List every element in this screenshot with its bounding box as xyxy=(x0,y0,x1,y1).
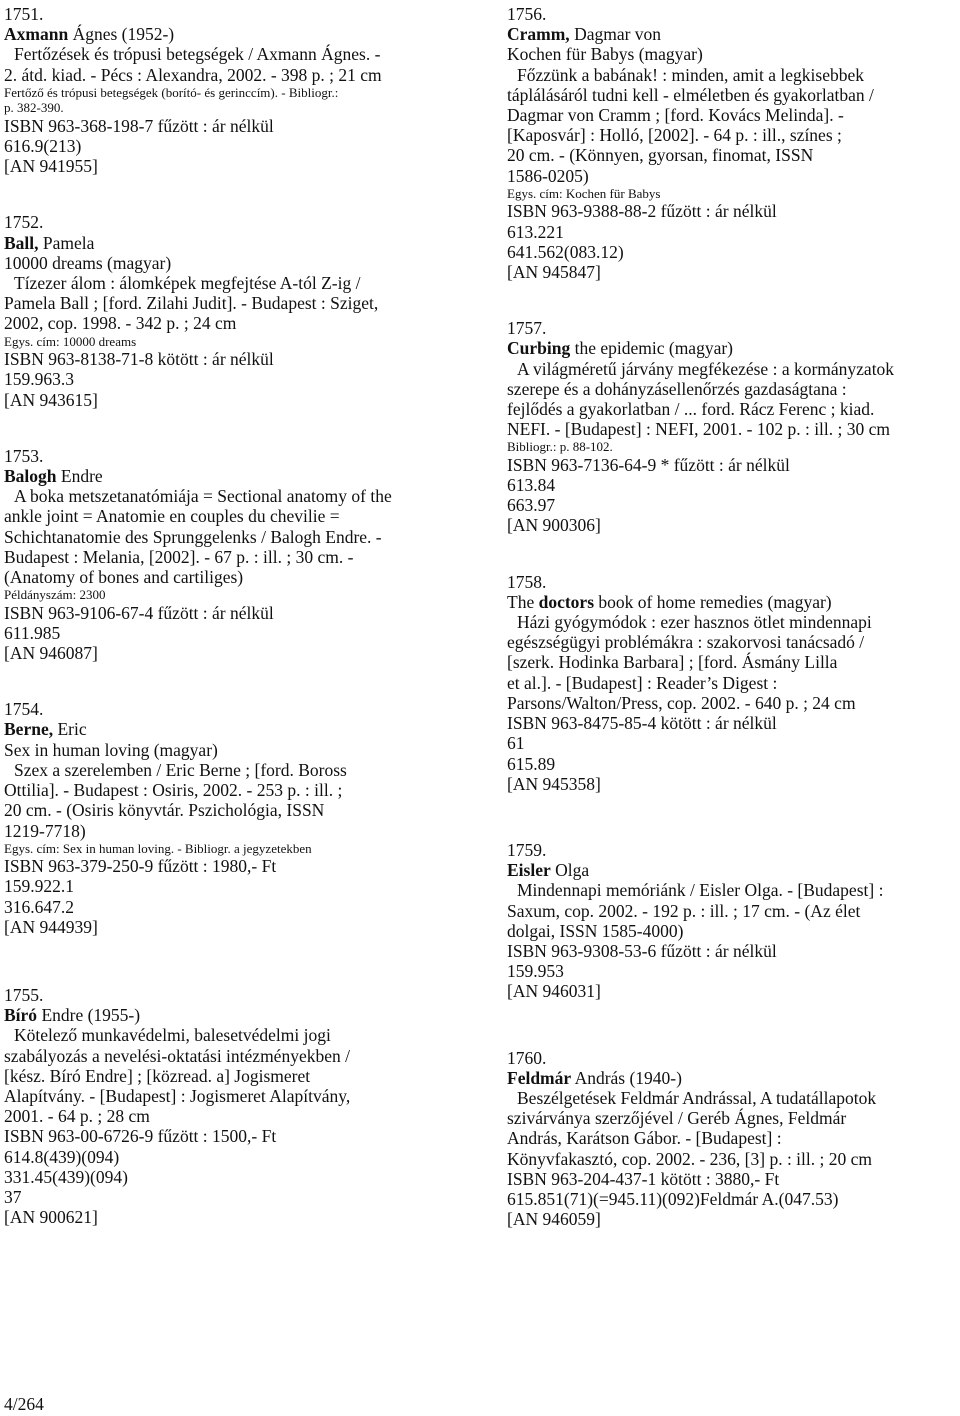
author-surname: Axmann xyxy=(4,24,69,45)
entry-line: táplálásáról tudni kell - elméletben és gyakorlatban / xyxy=(507,84,874,105)
entry-line: 1219-7718) xyxy=(4,820,86,841)
entry-line: Beszélgetések Feldmár Andrással, A tudatállapotok xyxy=(517,1087,877,1108)
entry-line: A világméretű járvány megfékezése : a kormányzatok xyxy=(517,358,895,379)
entry-line: A boka metszetanatómiája = Sectional anatomy of the xyxy=(14,486,392,507)
entry-note: p. 382-390. xyxy=(4,100,64,116)
entry-line: Ottilia]. - Budapest : Osiris, 2002. - 253 p. : ill. ; xyxy=(4,780,343,801)
heading-rest: Olga xyxy=(550,860,590,881)
entry-line: 159.963.3 xyxy=(4,369,74,390)
entry-line: 316.647.2 xyxy=(4,896,74,917)
entry-line: szivárványa szerzőjével / Geréb Ágnes, Feldmár xyxy=(507,1108,847,1129)
entry-line: et al.]. - [Budapest] : Reader’s Digest : xyxy=(507,672,778,693)
entry-number: 1752. xyxy=(4,212,44,233)
entry-heading xyxy=(4,233,459,253)
entry-line: ISBN 963-9308-53-6 fűzött : ár nélkül xyxy=(507,940,777,961)
entry-line: 331.45(439)(094) xyxy=(4,1166,128,1187)
entry-number: 1758. xyxy=(507,571,547,592)
author-surname: Cramm, xyxy=(507,24,570,45)
entry-line: 615.89 xyxy=(507,753,556,774)
catalog-entry xyxy=(4,4,459,176)
author-surname: Curbing xyxy=(507,338,571,359)
catalog-entry xyxy=(507,4,960,282)
author-surname: Balogh xyxy=(4,465,57,486)
entry-line: Tízezer álom : álomképek megfejtése A-tól Z-ig / xyxy=(14,273,361,294)
entry-number: 1757. xyxy=(507,318,547,339)
entry-number: 1756. xyxy=(507,4,547,24)
entry-line: ankle joint = Anatomie en couples du chevilie = xyxy=(4,506,340,527)
entry-line: 663.97 xyxy=(507,495,556,516)
entry-line: [Kaposvár] : Holló, [2002]. - 64 p. : ill., színes ; xyxy=(507,125,842,146)
catalog-entry xyxy=(507,318,960,536)
heading-rest: Endre (1955-) xyxy=(37,1005,141,1026)
entry-line: [AN 946031] xyxy=(507,981,601,1002)
heading-rest: the epidemic (magyar) xyxy=(570,338,733,359)
catalog-entry xyxy=(507,572,960,794)
catalog-entry xyxy=(4,985,459,1227)
entry-line: Főzzünk a babának! : minden, amit a legkisebbek xyxy=(517,64,864,85)
entry-heading xyxy=(4,719,459,739)
entry-note: Egys. cím: 10000 dreams xyxy=(4,333,137,349)
entry-number: 1759. xyxy=(507,839,547,860)
page-number: 4/264 xyxy=(4,1394,44,1414)
entry-number: 1754. xyxy=(4,699,44,720)
entry-number: 1753. xyxy=(4,445,44,466)
entry-line: NEFI. - [Budapest] : NEFI, 2001. - 102 p. : ill. ; 30 cm xyxy=(507,419,891,440)
heading-rest: Eric xyxy=(53,719,87,740)
author-surname: Ball, xyxy=(4,232,39,253)
catalog-entry xyxy=(507,1048,960,1230)
entry-line: ISBN 963-379-250-9 fűzött : 1980,- Ft xyxy=(4,856,277,877)
entry-line: 2001. - 64 p. ; 28 cm xyxy=(4,1106,150,1127)
entry-line: [szerk. Hodinka Barbara] ; [ford. Ásmány Lilla xyxy=(507,652,838,673)
entry-line: [AN 945847] xyxy=(507,261,601,282)
entry-line: 37 xyxy=(4,1187,22,1208)
entry-line: 616.9(213) xyxy=(4,136,82,157)
entry-line: szabályozás a nevelési-oktatási intézményekben / xyxy=(4,1045,350,1066)
entry-line: Saxum, cop. 2002. - 192 p. : ill. ; 17 cm. - (Az élet xyxy=(507,900,861,921)
entry-line: Alapítvány. - [Budapest] : Jogismeret Alapítvány, xyxy=(4,1086,351,1107)
entry-line: [AN 944939] xyxy=(4,916,98,937)
entry-heading xyxy=(507,24,960,44)
entry-note: Fertőző és trópusi betegségek (borító- és gerinccím). - Bibliogr.: xyxy=(4,84,339,100)
entry-line: 2. átd. kiad. - Pécs : Alexandra, 2002. - 398 p. ; 21 cm xyxy=(4,64,382,85)
heading-rest: book of home remedies (magyar) xyxy=(594,591,832,612)
heading-rest: Pamela xyxy=(38,232,95,253)
entry-line: 641.562(083.12) xyxy=(507,241,624,262)
entry-line: fejlődés a gyakorlatban / ... ford. Rácz Ferenc ; kiad. xyxy=(507,398,875,419)
entry-note: Bibliogr.: p. 88-102. xyxy=(507,439,613,455)
entry-line: Dagmar von Cramm ; [ford. Kovács Melinda]. - xyxy=(507,105,844,126)
entry-line: szerepe és a dohányzásellenőrzés gazdaságtana : xyxy=(507,378,847,399)
entry-heading xyxy=(4,1005,459,1025)
entry-line: ISBN 963-00-6726-9 fűzött : 1500,- Ft xyxy=(4,1126,277,1147)
entry-line: Mindennapi memóriánk / Eisler Olga. - [Budapest] : xyxy=(517,880,884,901)
heading-prefix: The xyxy=(507,591,539,612)
entry-line: (Anatomy of bones and cartiliges) xyxy=(4,566,244,587)
entry-line: Sex in human loving (magyar) xyxy=(4,739,218,760)
entry-line: [AN 900621] xyxy=(4,1207,98,1228)
entry-line: Budapest : Melania, [2002]. - 67 p. : ill. ; 30 cm. - xyxy=(4,546,354,567)
entry-line: ISBN 963-9106-67-4 fűzött : ár nélkül xyxy=(4,602,274,623)
entry-line: [AN 900306] xyxy=(507,515,601,536)
entry-line: ISBN 963-7136-64-9 * fűzött : ár nélkül xyxy=(507,454,790,475)
entry-line: ISBN 963-368-198-7 fűzött : ár nélkül xyxy=(4,115,274,136)
author-surname: Eisler xyxy=(507,860,551,881)
catalog-entry xyxy=(4,212,459,409)
right-column xyxy=(507,4,960,1229)
author-surname: Berne, xyxy=(4,719,54,740)
heading-rest: András (1940-) xyxy=(571,1067,682,1088)
entry-line: 159.953 xyxy=(507,961,564,982)
entry-line: 614.8(439)(094) xyxy=(4,1146,120,1167)
entry-line: 615.851(71)(=945.11)(092)Feldmár A.(047.53) xyxy=(507,1188,839,1209)
entry-heading xyxy=(507,1068,960,1088)
entry-number: 1760. xyxy=(507,1047,547,1068)
entry-line: Pamela Ball ; [ford. Zilahi Judit]. - Budapest : Sziget, xyxy=(4,293,379,314)
entry-line: Kochen für Babys (magyar) xyxy=(507,44,703,65)
entry-number: 1755. xyxy=(4,985,44,1006)
entry-line: 613.221 xyxy=(507,221,564,242)
author-surname: Bíró xyxy=(4,1005,38,1026)
entry-line: 2002, cop. 1998. - 342 p. ; 24 cm xyxy=(4,313,237,334)
entry-heading xyxy=(4,24,459,44)
author-surname: Feldmár xyxy=(507,1067,572,1088)
entry-line: Parsons/Walton/Press, cop. 2002. - 640 p. ; 24 cm xyxy=(507,692,856,713)
entry-line: [AN 945358] xyxy=(507,773,601,794)
entry-line: 20 cm. - (Könnyen, gyorsan, finomat, ISSN xyxy=(507,145,814,166)
entry-line: András, Karátson Gábor. - [Budapest] : xyxy=(507,1128,782,1149)
entry-number: 1751. xyxy=(4,4,44,24)
entry-line: ISBN 963-9388-88-2 fűzött : ár nélkül xyxy=(507,201,777,222)
entry-line: Kötelező munkavédelmi, balesetvédelmi jogi xyxy=(14,1025,331,1046)
entry-line: [AN 946059] xyxy=(507,1209,601,1230)
entry-heading xyxy=(507,860,960,880)
entry-line: 613.84 xyxy=(507,475,556,496)
entry-note: Egys. cím: Sex in human loving. - Bibliogr. a jegyzetekben xyxy=(4,840,312,856)
heading-rest: Endre xyxy=(56,465,103,486)
entry-line: Könyvfakasztó, cop. 2002. - 236, [3] p. : ill. ; 20 cm xyxy=(507,1148,873,1169)
entry-line: Fertőzések és trópusi betegségek / Axmann Ágnes. - xyxy=(14,44,381,65)
entry-heading xyxy=(507,338,960,358)
entry-heading xyxy=(507,592,960,612)
entry-note: Példányszám: 2300 xyxy=(4,587,106,603)
entry-line: dolgai, ISSN 1585-4000) xyxy=(507,920,684,941)
entry-line: [AN 946087] xyxy=(4,643,98,664)
entry-line: [AN 941955] xyxy=(4,156,98,177)
entry-line: [AN 943615] xyxy=(4,389,98,410)
entry-line: 611.985 xyxy=(4,622,61,643)
entry-line: egészségügyi problémákra : szakorvosi tanácsadó / xyxy=(507,632,865,653)
heading-rest: Ágnes (1952-) xyxy=(68,24,175,45)
entry-line: Szex a szerelemben / Eric Berne ; [ford. Boross xyxy=(14,759,347,780)
catalog-entry xyxy=(507,840,960,1002)
entry-line: ISBN 963-8475-85-4 kötött : ár nélkül xyxy=(507,713,777,734)
entry-line: [kész. Bíró Endre] ; [közread. a] Jogismeret xyxy=(4,1065,311,1086)
entry-line: 1586-0205) xyxy=(507,165,589,186)
entry-line: ISBN 963-8138-71-8 kötött : ár nélkül xyxy=(4,349,274,370)
entry-line: 10000 dreams (magyar) xyxy=(4,252,172,273)
entry-line: 20 cm. - (Osiris könyvtár. Pszichológia, ISSN xyxy=(4,800,325,821)
heading-rest: Dagmar von xyxy=(569,24,662,45)
catalog-entry xyxy=(4,699,459,937)
entry-line: ISBN 963-204-437-1 kötött : 3880,- Ft xyxy=(507,1168,780,1189)
entry-line: 159.922.1 xyxy=(4,876,74,897)
entry-heading xyxy=(4,466,459,486)
catalog-entry xyxy=(4,446,459,664)
entry-line: 61 xyxy=(507,733,525,754)
left-column xyxy=(4,4,459,1227)
entry-line: Schichtanatomie des Sprunggelenks / Balogh Endre. - xyxy=(4,526,382,547)
author-surname: doctors xyxy=(538,591,594,612)
entry-note: Egys. cím: Kochen für Babys xyxy=(507,185,661,201)
entry-line: Házi gyógymódok : ezer hasznos ötlet mindennapi xyxy=(517,612,872,633)
